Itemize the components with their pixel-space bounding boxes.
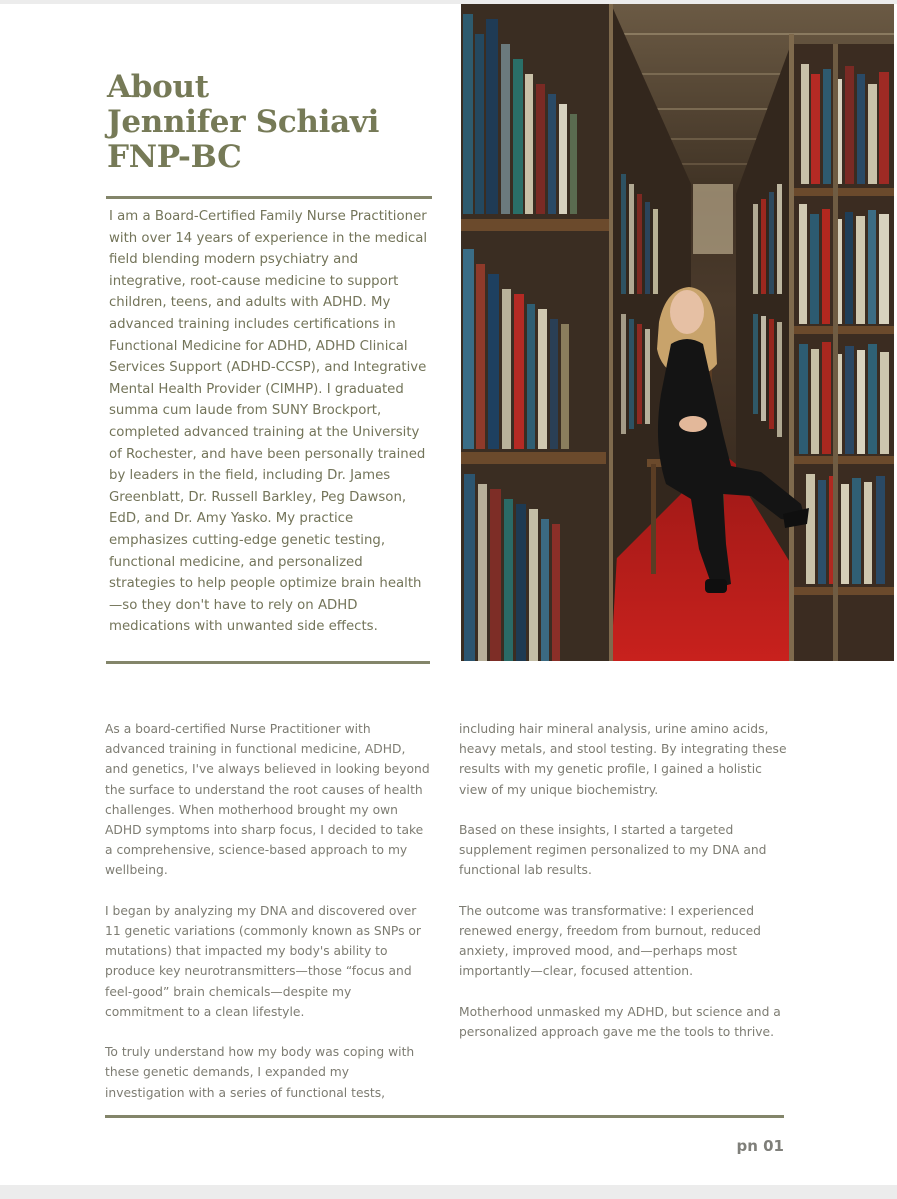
- intro-top-rule: [106, 196, 432, 199]
- title-line-1: About: [107, 69, 209, 105]
- footer-rule: [105, 1115, 784, 1118]
- portrait-photo: [461, 4, 894, 661]
- right-paragraph-2: Based on these insights, I started a targeted supplement regimen personalized to my DNA and functional lab results.: [459, 823, 767, 878]
- library-photo-illustration: [461, 4, 894, 661]
- page-title: [107, 70, 447, 175]
- title-line-2: Jennifer Schiavi: [107, 104, 380, 140]
- left-text-column: [105, 719, 431, 1103]
- left-paragraph-1: As a board-certified Nurse Practitioner with advanced training in functional medicine, ADHD, and genetics, I've always believed in looking beyond the surface to understand the root causes of health challenges. When motherhood brought my own ADHD symptoms into sharp focus, I decided to take a comprehensive, science-based approach to my wellbeing.: [105, 722, 430, 878]
- right-paragraph-4: Motherhood unmasked my ADHD, but science and a personalized approach gave me the tools to thrive.: [459, 1004, 781, 1039]
- intro-paragraph: I am a Board-Certified Family Nurse Practitioner with over 14 years of experience in the medical field blending modern psychiatry and integrative, root-cause medicine to support children, teens, and adults with ADHD. My advanced training includes certifications in Functional Medicine for ADHD, ADHD Clinical Services Support (ADHD-CCSP), and Integrative Mental Health Provider (CIMHP). I graduated summa cum laude from SUNY Brockport, completed advanced training at the University of Rochester, and have been personally trained by leaders in the field, including Dr. James Greenblatt, Dr. Russell Barkley, Peg Dawson, EdD, and Dr. Amy Yasko. My practice emphasizes cutting-edge genetic testing, functional medicine, and personalized strategies to help people optimize brain health—so they don't have to rely on ADHD medications with unwanted side effects.: [109, 209, 428, 635]
- right-paragraph-1: including hair mineral analysis, urine amino acids, heavy metals, and stool testing. By integrating these results with my genetic profile, I gained a holistic view of my unique biochemistry.: [459, 722, 787, 797]
- page: [0, 4, 897, 1185]
- right-paragraph-3: The outcome was transformative: I experienced renewed energy, freedom from burnout, reduced anxiety, improved mood, and—perhaps most importantly—clear, focused attention.: [459, 903, 761, 979]
- left-paragraph-3: To truly understand how my body was coping with these genetic demands, I expanded my investigation with a series of functional tests,: [105, 1045, 415, 1100]
- right-text-column: [459, 719, 789, 1042]
- page-number: pn 01: [736, 1137, 784, 1155]
- intro-bottom-rule: [106, 661, 430, 664]
- left-paragraph-2: I began by analyzing my DNA and discovered over 11 genetic variations (commonly known as SNPs or mutations) that impacted my body's ability to produce key neurotransmitters—those “focus and feel-good” brain chemicals—despite my commitment to a clean lifestyle.: [105, 903, 421, 1019]
- title-line-3: FNP-BC: [107, 139, 242, 175]
